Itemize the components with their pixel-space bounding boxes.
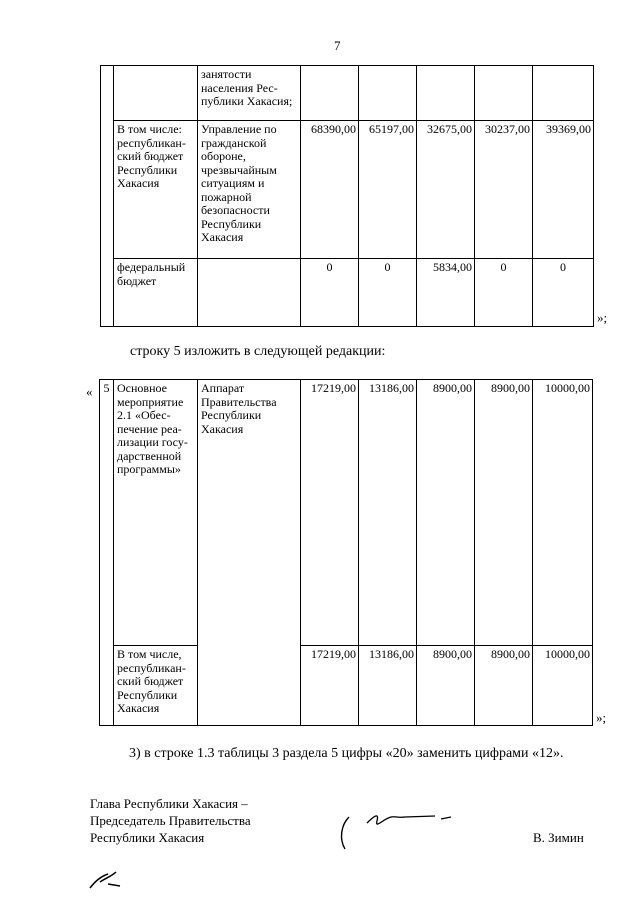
row-number: 5	[100, 380, 114, 726]
value-cell: 68390,00	[301, 121, 359, 259]
value-cell: 0	[359, 259, 417, 327]
handwritten-signature	[335, 805, 475, 855]
signatory-title: Глава Республики Хакасия – Председатель Правительства Республики Хакасия	[90, 796, 251, 845]
value-cell: 10000,00	[533, 380, 593, 646]
value-cell: 10000,00	[533, 646, 593, 726]
table-row-5	[99, 379, 593, 726]
value-cell: 8900,00	[417, 380, 475, 646]
value-cell: 17219,00	[301, 380, 359, 646]
value-cell: 8900,00	[475, 380, 533, 646]
page-number: 7	[334, 38, 341, 53]
executor-cell: Управление по гражданской обороне, чрезвычайным ситуациям и пожарной безопасности Республики Хакасия	[198, 121, 301, 259]
closing-quote: »;	[596, 710, 607, 725]
activity-label: Основное мероприятие 2.1 «Обес-печение реа-лизации госу-дарственной программы»	[114, 380, 198, 646]
value-cell: 30237,00	[475, 121, 533, 259]
value-cell: 13186,00	[359, 380, 417, 646]
instruction-text: 3) в строке 1.3 таблицы 3 раздела 5 цифры «20» заменить цифрами «12».	[129, 746, 564, 761]
value-cell: 0	[475, 259, 533, 327]
budget-label: федеральный бюджет	[114, 259, 198, 327]
table-continuation	[100, 65, 594, 327]
opening-quote: «	[86, 384, 93, 399]
value-cell: 5834,00	[417, 259, 475, 327]
budget-label: В том числе: республикан-ский бюджет Республики Хакасия	[114, 121, 198, 259]
initials-mark	[86, 866, 136, 896]
instruction-text: строку 5 изложить в следующей редакции:	[130, 344, 386, 359]
executor-cell: Аппарат Правительства Республики Хакасия	[198, 380, 301, 726]
closing-quote: »;	[597, 310, 608, 325]
value-cell: 32675,00	[417, 121, 475, 259]
value-cell: 13186,00	[359, 646, 417, 726]
value-cell: 0	[301, 259, 359, 327]
budget-label: В том числе, республикан-ский бюджет Республики Хакасия	[114, 646, 198, 726]
value-cell: 17219,00	[301, 646, 359, 726]
signatory-name: В. Зимин	[533, 830, 584, 845]
value-cell: 65197,00	[359, 121, 417, 259]
value-cell: 0	[533, 259, 594, 327]
value-cell: 39369,00	[533, 121, 594, 259]
value-cell: 8900,00	[417, 646, 475, 726]
value-cell: 8900,00	[475, 646, 533, 726]
executor-cell: занятости населения Рес-публики Хакасия;	[198, 66, 301, 121]
